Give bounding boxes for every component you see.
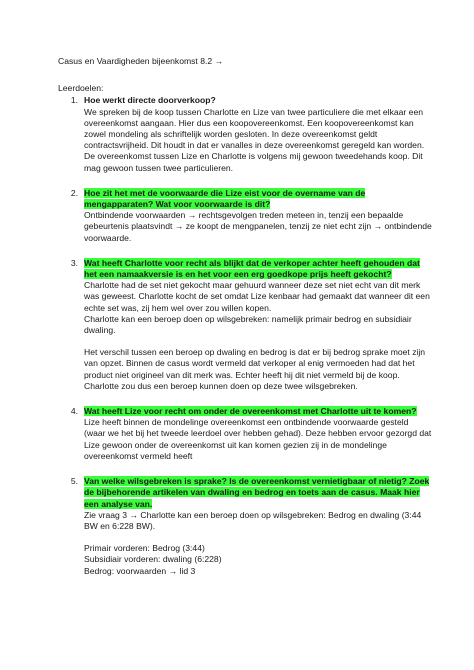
- learning-goal-item: [58, 476, 432, 577]
- item-answer-paragraph: De overeenkomst tussen Lize en Charlotte is volgens mij gewoon tweedehands koop. Dit mag gewoon tussen twee particulieren.: [84, 151, 423, 173]
- item-question: Hoe werkt directe doorverkoop?: [84, 95, 216, 106]
- item-answer-paragraph: Charlotte had de set niet gekocht maar gehuurd wanneer deze set niet echt van dit merk was geweest. Charlotte kocht de set omdat Lize kenbaar had gemaakt dat wanneer dit een echte set was, zij hem wel over zou willen kopen.: [84, 280, 430, 313]
- learning-goal-item: [58, 95, 432, 173]
- item-question-highlighted: Wat heeft Charlotte voor recht als blijkt dat de verkoper achter heeft gehouden dat het een namaakversie is en het voor een erg goedkope prijs heeft gekocht?: [84, 257, 420, 280]
- item-number: 5.: [70, 476, 78, 487]
- item-answer-paragraph: Bedrog: voorwaarden → lid 3: [84, 565, 196, 576]
- item-question-highlighted: Hoe zit het met de voorwaarde die Lize eist voor de overname van de mengapparaten? Wat voor voorwaarde is dit?: [84, 187, 366, 210]
- item-answer-paragraph: Ontbindende voorwaarden → rechtsgevolgen treden meteen in, tenzij een bepaalde gebeurtenis plaatsvindt → ze koopt de mengpanelen, tenzij ze niet echt zijn → ontbindende voorwaarde.: [84, 210, 432, 243]
- item-answer-paragraph: Subsidiair vorderen: dwaling (6:228): [84, 554, 222, 565]
- learning-goal-item: [58, 406, 432, 462]
- learning-goal-item: [58, 258, 432, 392]
- item-question-highlighted: Van welke wilsgebreken is sprake? Is de overeenkomst vernietigbaar of nietig? Zoek de bijbehorende artikelen van dwaling en bedrog en toets aan de casus. Maak hier een analyse van.: [84, 476, 430, 509]
- learning-goals-list: [58, 95, 432, 576]
- item-number: 1.: [70, 95, 78, 106]
- document-title: Casus en Vaardigheden bijeenkomst 8.2 →: [58, 56, 224, 66]
- item-answer-paragraph: Het verschil tussen een beroep op dwaling en bedrog is dat er bij bedrog sprake moet zijn van opzet. Binnen de casus wordt vermeld dat verkoper al enig vermoeden had dat het product niet origineel van dit merk was. Echter heeft hij dit niet vermeld bij de koop. Charlotte zou dus een beroep kunnen doen op deze twee wilsgebreken.: [84, 347, 426, 391]
- item-answer-paragraph: Charlotte kan een beroep doen op wilsgebreken: namelijk primair bedrog en subsidiair dwaling.: [84, 313, 412, 336]
- item-number: 4.: [70, 406, 78, 417]
- item-question-highlighted: Wat heeft Lize voor recht om onder de overeenkomst met Charlotte uit te komen?: [84, 406, 417, 417]
- item-answer-paragraph: We spreken bij de koop tussen Charlotte en Lize van twee particuliere die met elkaar een overeenkomst aangaan. Hier dus een koopovereenkomst. Een koopovereenkomst kan zowel mondeling als schriftelijk worden gesloten. In deze overeenkomst geldt contractsvrijheid. Dit houdt in dat er vanalles in deze overeenkomst geregeld kan worden.: [84, 106, 425, 151]
- learning-goal-item: [58, 188, 432, 244]
- item-answer-paragraph: Lize heeft binnen de mondelinge overeenkomst een ontbindende voorwaarde gesteld (waar we het bij het tweede leerdoel over hebben gehad). Deze hebben ervoor gezorgd dat Lize gewoon onder de overeenkomst uit kan komen gezien zij in de mondelinge overeenkomst vermeld heeft: [84, 417, 432, 461]
- item-answer-paragraph: Primair vorderen: Bedrog (3:44): [84, 543, 205, 554]
- item-number: 2.: [70, 187, 78, 198]
- item-number: 3.: [70, 257, 78, 268]
- item-answer-paragraph: Zie vraag 3 → Charlotte kan een beroep doen op wilsgebreken: Bedrog en dwaling (3:44 BW en 6:228 BW).: [84, 509, 422, 531]
- learning-goals-heading: Leerdoelen:: [58, 83, 104, 94]
